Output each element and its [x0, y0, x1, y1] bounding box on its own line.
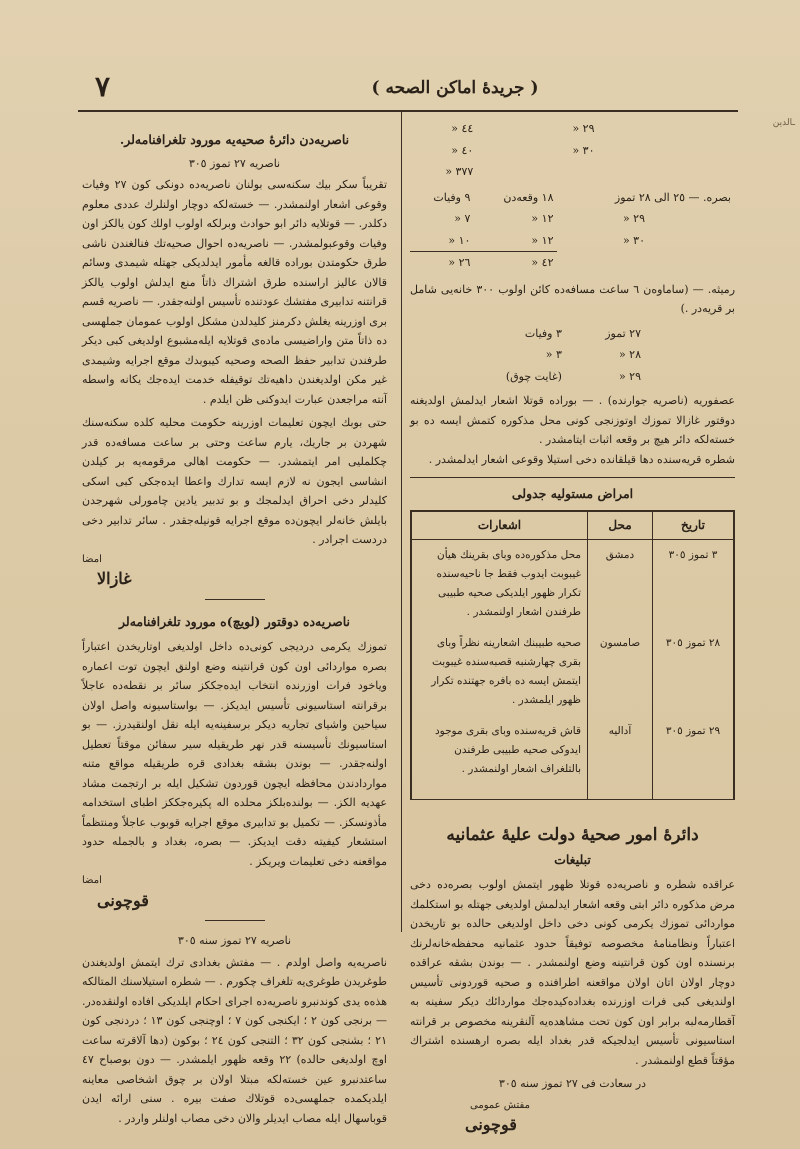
table-row [410, 118, 735, 140]
page-header [95, 70, 715, 110]
section-separator [205, 920, 265, 921]
stat-cell: ١٢ « [531, 212, 554, 225]
tebligat-date: در سعادت فی ٢٧ تموز سنه ٣٠٥ [498, 1077, 647, 1090]
table-row [412, 716, 734, 799]
newspaper-title: ( جريدهٔ اماكن الصحه ) [371, 78, 539, 98]
section1-body-1: تقريباً سكر بيك سكنه‌سی بولنان ناصريه‌ده دونكی كون ٢٧ وفيات وقوعی اشعار اولنمشدر. — خسته‌لكه دوچار اولنلرك عددی معلوم دكلدر. — قوتلايه دائر ابو حوادث وبرلكه اولوب اولك كون يالكز اون وفيات وقوعبولمشدر. — ناصريه‌ده احوال صحيه‌تك فنالغندن ناشی طرق حكومتدن بوراده قالغه مأمور ايدلديكی جهتله شيمدی وسائم قالان عاليز اراسنده طرق اشتراك ذاتاً منع ايدلش اولوب يالكز قرانتنه تدابيری مفتشك عودتنده تأسيس اولنه‌جقدر. — ناصريه قسم بری اوزرينه يغلش دكرمنز كليدلدن مشكل اولوب عمومان جملهسی ده ذاتاً متن واراضيسی ماده‌ی قوتلايه ايله‌مشبوع اولديغی كبی ديكر طرفندن تدابير حفظ الصحه وصحيه كيبوبدك موقع اجرايه وشيمدی غير مكن اولديغندن داهيه‌تك توقيفله خدمت ايده‌جك يكانه واسطه آنته مراجعدن عبارت ايدوكنی ظن ايلدم . [82, 178, 388, 406]
tebligat-signature-label: مفتش عمومی [470, 1099, 530, 1111]
row-place: صامسون [588, 628, 653, 716]
stat-cell: ٣٧٧ « [445, 165, 474, 178]
stat-cell: ١٨ وقعه‌دن [503, 190, 554, 204]
row-date: ٣ تموز ٣٠٥ [653, 540, 734, 629]
row-date: ٢٩ تموز ٣٠٥ [653, 716, 734, 799]
col-date-header: تاريخ [653, 511, 734, 540]
section1-signature-label: امضا [82, 553, 102, 565]
table-row [450, 366, 645, 388]
stats-table-b [410, 187, 735, 274]
table-row [412, 540, 734, 629]
stat-cell: ٢٩ « [572, 122, 595, 135]
stat-cell: ٣٠ « [572, 143, 595, 157]
stat-cell: ٣ وفيات [524, 326, 562, 340]
section1-title: ناصريه‌دن دائرهٔ صحيه‌یه مورود تلغرافنامه‌لر. [119, 132, 350, 147]
section3-date: ناصريه ٢٧ تموز سنه ٣٠٥ [177, 934, 292, 947]
tebligat-signature-name: قوچونی [465, 1115, 517, 1134]
section2-title: ناصريه‌ده دوقتور (لويچ)ه مورود تلغرافنامه‌لر [118, 613, 350, 629]
table-header-row [412, 511, 734, 540]
shatra-paragraph: شطره قريه‌سنده دها قيلقانده دخی استيلا وقوعی اشعار ايدلمشدر . [428, 452, 735, 466]
table-row [410, 230, 735, 252]
daire-title: دائرهٔ امور صحيهٔ دولت عليهٔ عثمانيه [446, 825, 699, 845]
stat-cell: ٣ « [545, 348, 562, 361]
row-notes: قاش قريه‌سنده وبای بقری موجود ايدوکی صحيه طبيبی طرفندن بالتلغراف اشعار اولنمشدر . [412, 716, 588, 799]
col-notes-header: اشعارات [412, 511, 588, 540]
section3-body: ناصريه‌يه واصل اولدم . — مفتش بغدادی ترك ايتمش اولديغندن طوغريدن طوغری‌يه تلغراف چكورم . — شطره استيلاسنك المتالكه هذه‌ه يدی كوندنبرو ناصريه‌ده اجرای احكام ايلديكی افاده اولنقده‌در. — برنجی كون ٢ ؛ ايكنجی كون ٧ ؛ اوچنجی كون ١٣ ؛ دردنجی كون ٢١ ؛ بشنجی كون ٣٢ ؛ التنجی كون ٢٤ ؛ بوكون (دها آلاقرته ساعت اوچ اولديغی حالده) ٢٢ وقعه ظهور ايلمشدر. — دون بوصباح ٤٧ ساعتدنبرو عين خسته‌لكه مبتلا اولان بر چوق اشخاصی معاينه ايلديكمده جملهسی‌ده قوتلاك صفت بيره . سنی ارائه ايدن قوباسهال ايله مصاب ايديلر والان دخی مصاب اولنلر واردر . [82, 955, 387, 1125]
section1-date: ناصريه ٢٧ تموز ٣٠٥ [188, 156, 281, 170]
section2-body: تموزك يكرمی درديجی كونی‌ده داخل اولديغی اوتاريخدن اعتباراً بصره مواردائی اون كون قرانتينه وضع اولنق ايچون توت اعماره وياخود فرات اوزرنده انتخاب ايده‌جككز سائر بر نقطه‌ده عاجلاً برقرانته استاسيونی تأسيس ايديكز. — بواستاسيونه واصل اولان سياحين واشياى تجاريه ديكر برسفينه‌يه ايله نقل اولنقيدرز. — بو استاسيونك تأسيسنه قدر نهر طريقيله سير سفائن موقتاً تعطيل اولنه‌جقدر. — بوندن بشقه بغدادی قره طريقيله مواقع متنه مواردادندن محافظه ايچون قوردون تشكيل ايله بر ارتجمت مشاد عهديه الكز. — بولنده‌بلكز محلده اله پكيره‌جككز اطبای استخدامه مأذونسكز. — تكميل بو تدابيری موقع اجرايه قوبوب عاجلاً ومنتظماً استشعار كيفيته دقت ايديكز. — بصره، بغداد و بالجمله حدود مواقعنه دخی تعليمات ويريكز . [82, 640, 387, 868]
table-row [412, 628, 734, 716]
table-row [410, 187, 735, 209]
stats-table-c [450, 323, 645, 388]
table-row [410, 161, 735, 183]
left-column [82, 130, 387, 1128]
table-row [410, 208, 735, 230]
column-divider [401, 112, 402, 932]
right-column [410, 118, 735, 1135]
rumaite-paragraph: رميثه. — (ساماوه‌ن ٦ ساعت مسافه‌ده كائن اولوب ٣٠٠ خانه‌یی شامل بر قريه‌در .) [410, 282, 736, 315]
tebligat-body: عراقده شطره و ناصريه‌ده قوتلا ظهور ايتمش اولوب بصره‌ده دخی مرض مذكوره دائر ابتی وقعه اشعار ايدلمش اولديغی جهتله بو استكلمك مواردائی تموزك يكرمی كونی دخی داخل اولديغی حالده بو تاريخدن اعتباراً ونظامنامهٔ مخصوصه توفيقاً حدود عثمانيه محفظه‌خانه‌لرنك برنسنده اون كون قرانتينه وضع اولنمشدر . — بوندن بشقه عراقده دوچار اولان اتان اولان مواقعنه اطرافنده و صحيه قوردونی تأسيس اولنديغی كبی فرات اوزرنده بغداده‌كيده‌جك مواردائك ديكر سفينه به آقطارمه‌لبه برابر اون كون تحت مشاهده‌يه آلنقرينه مخصوص بر قرانته استاسيونی تأسيس ايدلجيکه قدر بغداد ايله بصره ارهسنده اشتراك مؤقتاً قطع اولنمشدر . [410, 878, 735, 1067]
row-place: آداليه [588, 716, 653, 799]
col-place-header: محل [588, 511, 653, 540]
disease-table-title: امراض مستوليه جدولی [511, 486, 634, 501]
row-notes: محل مذكوره‌ده وبای بقرينك هيأن غيبوبت ايدوب فقط جا ناحيه‌سنده تكرار ظهور ايلديکی صحيه طبيبی طرفندن اشعار اولنمشدر . [412, 540, 588, 629]
header-rule [78, 110, 738, 112]
tebligat-heading: تبليغات [554, 851, 591, 867]
margin-note: ـالدين [772, 118, 795, 128]
stat-cell: ٩ وفيات [433, 190, 471, 204]
table-row [450, 323, 645, 345]
table-row [410, 140, 735, 162]
stat-cell: ١٠ « [448, 233, 471, 247]
table-row [410, 252, 735, 274]
disease-table [411, 511, 734, 800]
stat-cell: ٤٠ « [451, 143, 474, 157]
stat-cell: ٢٦ « [410, 252, 474, 274]
stat-label: ٢٨ « [618, 348, 641, 361]
stat-label: ٢٩ « [622, 212, 645, 225]
stats-table-a [410, 118, 735, 183]
stat-cell: ٤٢ « [474, 252, 557, 274]
stat-label: ٢٩ « [618, 369, 641, 383]
section-separator [205, 599, 265, 600]
disease-table-box [410, 510, 735, 801]
row-notes: صحيه طبيبنك اشعارينه نظراً وبای بقری چهارشنبه قصبه‌سنده غيبوبت ايتمش ايسه ده بافره جهتنده تكرار ظهور ايلمشدر . [412, 628, 588, 716]
table-row [450, 344, 645, 366]
section2-signature-name: قوچونی [97, 890, 149, 910]
page-number: ٧ [95, 70, 111, 103]
row-date: ٢٨ تموز ٣٠٥ [653, 628, 734, 716]
stat-cell: ٤٤ « [451, 122, 474, 135]
stat-cell: ١٢ « [531, 233, 554, 247]
section-rule [410, 477, 735, 478]
stat-label: ٢٧ تموز [605, 326, 641, 340]
stat-cell: (غايت چوق) [505, 369, 562, 383]
stat-cell: ٧ « [454, 212, 471, 225]
section1-body-2: حتی بوبك ايچون تعليمات اوزرينه حكومت محليه كلده سكنه‌سنك شهردن بر جاريك، يارم ساعت وحتی بر ساعت مسافه‌ده قدر چكلمليی امر ايتمشدر. — حكومت اهالی مرقومه‌یه بر كيلدن انشاسی ايجون نه لازم ايسه تدارك واعطا ايده‌جكی كبی اسكی كليدلر دخی احراق ايدلمجك و بو تدبير يادين چامورلی شهرجدن بايلش خانه‌لر ايچون‌ده موقع اجرايه قونيله‌جقدر . سائر تدابير دخی دردست اجرادر . [82, 416, 387, 546]
section1-signature-name: غازالا [97, 569, 132, 588]
asfuriye-paragraph: عصفوريه (ناصريه جوارنده) . — بوراده قوتلا اشعار ايدلمش اولديغنه دوقتور غازالا تموزك اوتوزنجی كونی محل مذكوره كتمش ايسه ده بو خسته‌لكه دائر هيچ بر وقعه اثبات ايتامشدر . [410, 394, 735, 446]
row-place: دمشق [588, 540, 653, 629]
stat-label: ٣٠ « [622, 233, 645, 247]
stat-label: بصره. — ٢٥ الی ٢٨ تموز [614, 190, 731, 204]
section2-signature-label: امضا [82, 875, 102, 886]
